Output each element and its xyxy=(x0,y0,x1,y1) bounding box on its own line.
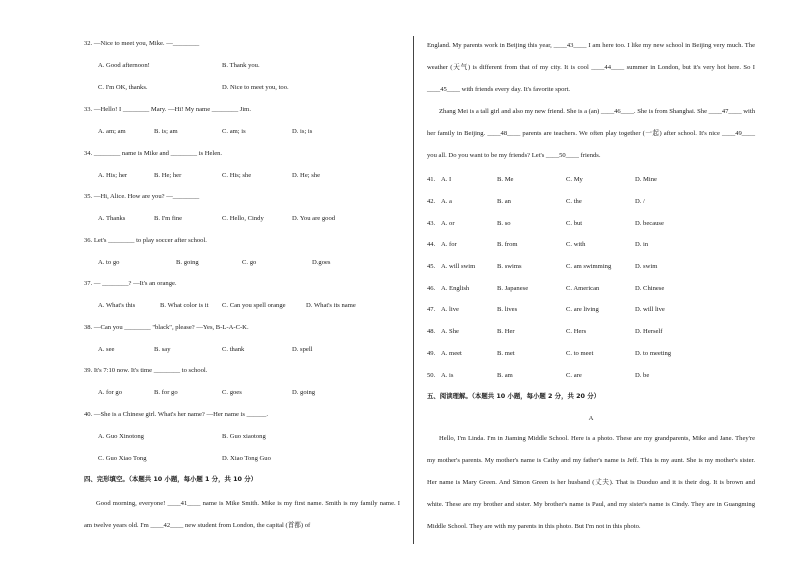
option: B. say xyxy=(154,346,171,353)
question-stem: 32. —Nice to meet you, Mike. —________ xyxy=(84,40,200,47)
option: B. Guo xiaotong xyxy=(222,433,266,440)
question-stem: 40. —She is a Chinese girl. What's her name? —Her name is ______. xyxy=(84,411,269,418)
cloze-passage: Zhang Mei is a tall girl and also my new friend. She is a (an) ____46____. She is from Shanghai. She ____47____ with her family in Beijing. ____48____ parents are teachers. We often play together (一起) after school. It's nice ____49____ you all. Do you want to be my friends? Let's ____50____ friends. xyxy=(427,108,755,159)
option: D. What's its name xyxy=(306,302,356,309)
option: D. to meeting xyxy=(635,350,672,357)
option: A. What's this xyxy=(98,302,136,309)
section-title: 五、阅读理解。（本题共 10 小题，每小题 2 分，共 20 分） xyxy=(427,392,600,400)
option: C. to meet xyxy=(566,350,594,357)
option: B. What color is it xyxy=(160,302,209,309)
option: B. for go xyxy=(154,389,178,396)
option: A. Guo Xinotong xyxy=(98,433,144,440)
option: D. spell xyxy=(292,346,313,353)
option: D. Mine xyxy=(635,176,657,183)
option: A. a xyxy=(441,198,452,205)
option: A. will swim xyxy=(441,263,476,270)
section-title: 四、完形填空。（本题共 10 小题，每小题 1 分，共 10 分） xyxy=(84,475,257,483)
option: B. an xyxy=(497,198,511,205)
option: A. live xyxy=(441,306,459,313)
option: C. with xyxy=(566,241,586,248)
option: A. is xyxy=(441,372,454,379)
option: B. Her xyxy=(497,328,515,335)
question-number: 44. xyxy=(427,241,436,248)
option: B. Me xyxy=(497,176,514,183)
question-number: 47. xyxy=(427,306,436,313)
question-stem: 38. —Can you ________ "black", please? —Yes, B-L-A-C-K. xyxy=(84,324,249,331)
option: A. for go xyxy=(98,389,122,396)
option: D. going xyxy=(292,389,316,396)
option: C. goes xyxy=(222,389,242,396)
option: B. met xyxy=(497,350,515,357)
option: B. is; am xyxy=(154,128,178,135)
option: A. see xyxy=(98,346,115,353)
option: D. Chinese xyxy=(635,285,665,292)
option: C. I'm OK, thanks. xyxy=(98,84,148,91)
option: B. swims xyxy=(497,263,522,270)
option: D. / xyxy=(635,198,645,205)
option: C. thank xyxy=(222,346,245,353)
option: D.goes xyxy=(312,259,331,266)
option: B. I'm fine xyxy=(154,215,183,222)
question-number: 48. xyxy=(427,328,436,335)
option: A. for xyxy=(441,241,457,248)
reading-passage: Hello, I'm Linda. I'm in Jiaming Middle School. Here is a photo. These are my grandparents, Mike and Jane. They're my mother's parents. My mother's name is Cathy and my father's name is Jeff. This is my aunt. She is my mother's sister. Her name is Mary Green. And Simon Green is her husband (丈夫). That is Duoduo and it is their dog. It is brown and white. These are my brother and sister. My brother's name is Paul, and my sister's name is Cindy. They are in Guangming Middle School. They are with my parents in this photo. But I'm not in this photo. xyxy=(427,435,755,530)
option: D. in xyxy=(635,241,649,248)
option: D. Xiao Tong Guo xyxy=(222,455,271,462)
question-stem: 34. ________ name is Mike and ________ is Helen. xyxy=(84,150,223,157)
option: D. swim xyxy=(635,263,658,270)
option: C. am swimming xyxy=(566,263,612,270)
option: D. be xyxy=(635,372,650,379)
option: C. Hello, Cindy xyxy=(222,215,264,222)
option: B. Japanese xyxy=(497,285,529,292)
option: D. He; she xyxy=(292,172,321,179)
option: B. am xyxy=(497,372,513,379)
option: C. go xyxy=(242,259,257,266)
question-number: 41. xyxy=(427,176,436,183)
option: C. Guo Xiao Tong xyxy=(98,455,147,462)
option: A. I xyxy=(441,176,452,183)
option: B. Thank you. xyxy=(222,62,260,69)
option: A. am; am xyxy=(98,128,126,135)
question-number: 46. xyxy=(427,285,436,292)
option: A. She xyxy=(441,328,459,335)
question-number: 49. xyxy=(427,350,436,357)
option: D. Herself xyxy=(635,328,663,335)
question-number: 42. xyxy=(427,198,436,205)
question-stem: 36. Let's ________ to play soccer after school. xyxy=(84,237,207,244)
option: D. You are good xyxy=(292,215,336,222)
option: C. Hers xyxy=(566,328,587,335)
option: A. His; her xyxy=(98,172,128,179)
question-number: 43. xyxy=(427,220,436,227)
option: D. is; is xyxy=(292,128,313,135)
option: C. are xyxy=(566,372,582,379)
option: C. American xyxy=(566,285,600,292)
question-stem: 35. —Hi, Alice. How are you? —________ xyxy=(84,193,200,200)
question-stem: 37. — ________? —It's an orange. xyxy=(84,280,177,287)
option: B. so xyxy=(497,220,511,227)
option: C. the xyxy=(566,198,582,205)
option: D. will live xyxy=(635,306,665,313)
option: B. lives xyxy=(497,306,518,313)
option: C. are living xyxy=(566,306,599,313)
option: C. am; is xyxy=(222,128,246,135)
cloze-passage: England. My parents work in Beijing this year, ____43____ I am here too. I like my new school in Beijing very much. The weather (天气) is different from that of my city. It is cool ____44____ summer in London, but it's very hot here. So I ____45____ with friends every day. It's favorite sport. xyxy=(427,42,755,93)
option: C. My xyxy=(566,176,583,183)
option: A. meet xyxy=(441,350,462,357)
option: C. His; she xyxy=(222,172,252,179)
question-number: 50. xyxy=(427,372,436,379)
option: A. English xyxy=(441,285,470,292)
option: B. from xyxy=(497,241,518,248)
question-stem: 39. It's 7:10 now. It's time ________ to school. xyxy=(84,367,208,374)
option: C. Can you spell orange xyxy=(222,302,286,309)
option: D. Nice to meet you, too. xyxy=(222,84,289,91)
option: A. or xyxy=(441,220,455,227)
option: B. going xyxy=(176,259,199,266)
option: A. to go xyxy=(98,259,120,266)
option: A. Good afternoon! xyxy=(98,62,150,69)
option: D. because xyxy=(635,220,664,227)
option: C. but xyxy=(566,220,583,227)
option: A. Thanks xyxy=(98,215,126,222)
column-divider xyxy=(413,36,414,544)
question-stem: 33. —Hello! I ________ Mary. —Hi! My name ________ Jim. xyxy=(84,106,251,113)
passage-label: A xyxy=(588,415,594,422)
cloze-passage: Good morning, everyone! ____41____ name is Mike Smith. Mike is my first name. Smith is my family name. I am twelve years old. I'm ____42____ new student from London, the capital (首都) of xyxy=(84,500,400,529)
option: B. He; her xyxy=(154,172,182,179)
question-number: 45. xyxy=(427,263,436,270)
